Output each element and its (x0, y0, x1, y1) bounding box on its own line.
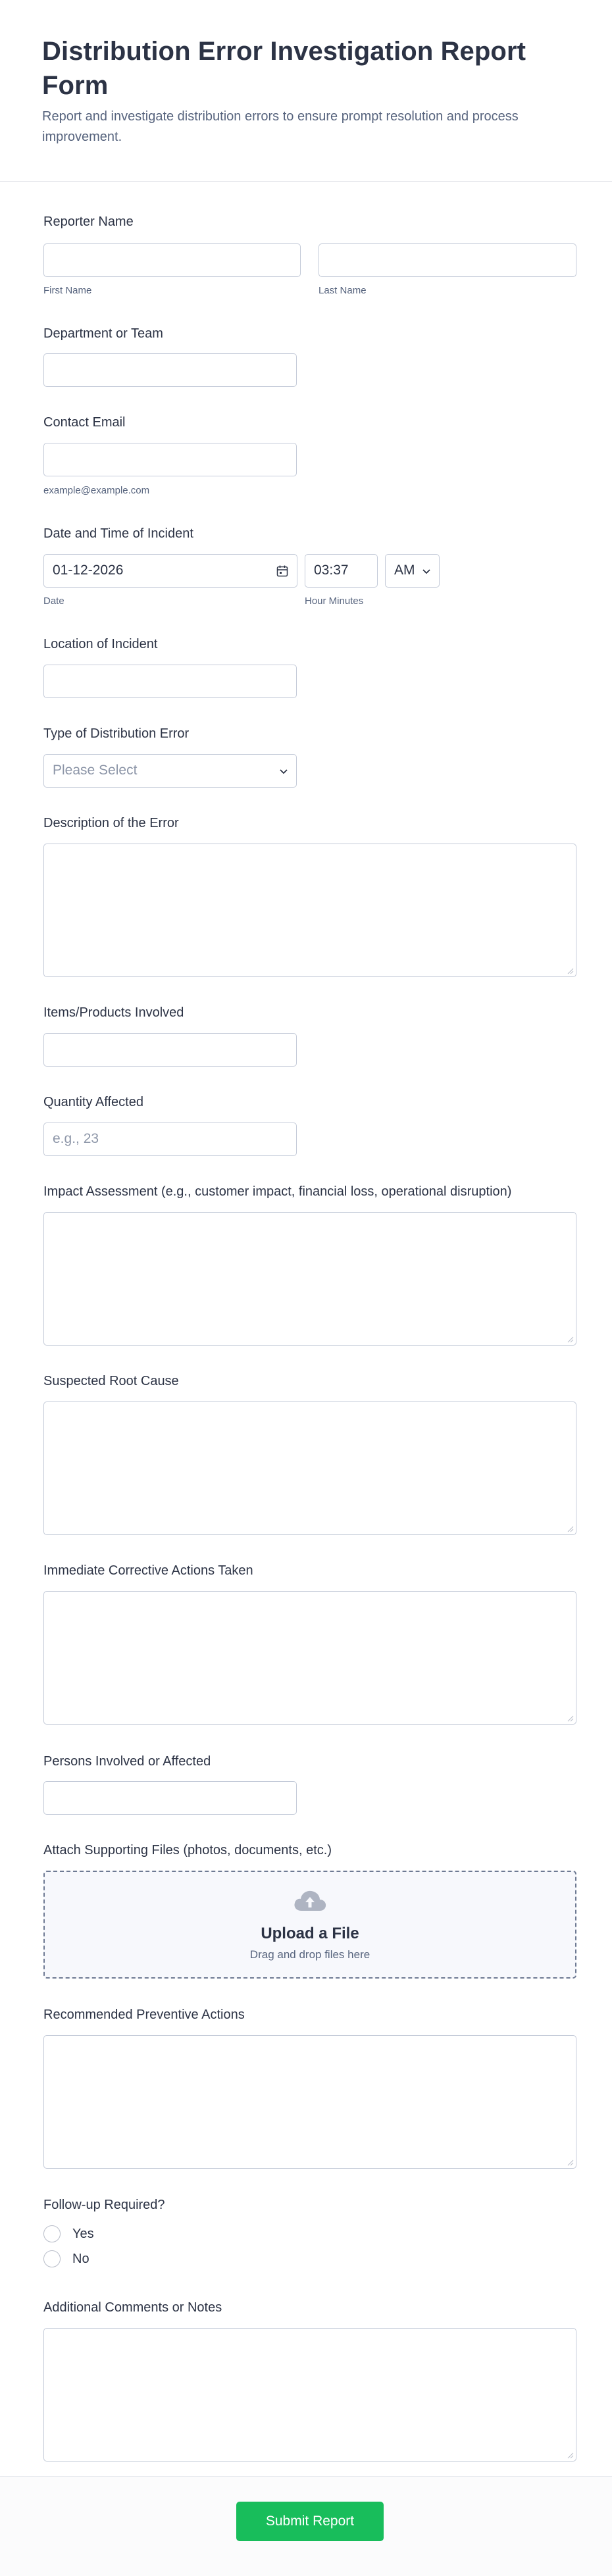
date-input[interactable]: 01-12-2026 (43, 554, 297, 588)
radio-button[interactable] (43, 2225, 61, 2242)
error-type-label: Type of Distribution Error (43, 726, 190, 741)
corrective-field (43, 1563, 576, 1727)
quantity-input[interactable] (43, 1123, 297, 1156)
last-name-sublabel: Last Name (319, 285, 367, 296)
contact-email-label: Contact Email (43, 415, 126, 430)
quantity-field (43, 1094, 576, 1160)
error-type-select[interactable] (43, 754, 297, 788)
radio-button[interactable] (43, 2250, 61, 2267)
comments-field (43, 2300, 576, 2464)
persons-field (43, 1754, 576, 1819)
description-textarea[interactable] (43, 844, 576, 977)
impact-textarea[interactable] (43, 1212, 576, 1346)
form-footer (0, 2476, 612, 2576)
incident-datetime-label: Date and Time of Incident (43, 526, 193, 541)
persons-input[interactable] (43, 1781, 297, 1815)
email-input[interactable] (43, 443, 297, 476)
date-sublabel: Date (43, 595, 64, 607)
location-field (43, 636, 576, 702)
last-name-input[interactable] (319, 243, 576, 277)
radio-label-no: No (72, 2251, 89, 2266)
items-input[interactable] (43, 1033, 297, 1067)
resize-grip-icon[interactable] (567, 968, 574, 974)
items-field (43, 1005, 576, 1071)
chevron-down-icon (279, 767, 288, 778)
first-name-input[interactable] (43, 243, 301, 277)
page-subtitle: Report and investigate distribution errors to ensure prompt resolution and process improvement. (42, 109, 519, 144)
submit-button[interactable]: Submit Report (236, 2502, 384, 2541)
resize-grip-icon[interactable] (567, 1526, 574, 1532)
radio-label-yes: Yes (72, 2226, 94, 2241)
location-label: Location of Incident (43, 637, 158, 651)
followup-label: Follow-up Required? (43, 2198, 165, 2212)
attachments-label: Attach Supporting Files (photos, documents, etc.) (43, 1843, 332, 1857)
time-sublabel: Hour Minutes (305, 595, 364, 607)
email-sublabel: example@example.com (43, 485, 150, 496)
ampm-select[interactable]: AM (385, 554, 440, 588)
items-label: Items/Products Involved (43, 1005, 184, 1020)
resize-grip-icon[interactable] (567, 1336, 574, 1343)
followup-option-yes[interactable] (43, 2225, 94, 2243)
cloud-upload-icon (293, 1889, 327, 1916)
preventive-label: Recommended Preventive Actions (43, 2008, 245, 2022)
root-cause-textarea[interactable] (43, 1402, 576, 1535)
description-label: Description of the Error (43, 816, 179, 830)
department-input[interactable] (43, 353, 297, 387)
quantity-label: Quantity Affected (43, 1095, 143, 1109)
upload-title: Upload a File (261, 1925, 359, 1942)
reporter-name-field (43, 214, 576, 299)
form-header (0, 0, 612, 182)
location-input[interactable] (43, 665, 297, 698)
description-field (43, 815, 576, 980)
error-type-placeholder: Please Select (53, 763, 138, 778)
file-upload-dropzone[interactable] (43, 1871, 576, 1979)
corrective-label: Immediate Corrective Actions Taken (43, 1563, 253, 1578)
quantity-placeholder: e.g., 23 (53, 1131, 99, 1146)
time-input[interactable]: 03:37 (305, 554, 378, 588)
followup-option-no[interactable] (43, 2250, 89, 2268)
root-cause-label: Suspected Root Cause (43, 1374, 179, 1388)
resize-grip-icon[interactable] (567, 2452, 574, 2459)
upload-subtitle: Drag and drop files here (249, 1948, 370, 1961)
persons-label: Persons Involved or Affected (43, 1754, 211, 1769)
attachments-field (43, 1842, 576, 1987)
department-label: Department or Team (43, 326, 163, 341)
incident-datetime-field (43, 526, 576, 611)
followup-field (43, 2197, 576, 2276)
department-field (43, 326, 576, 391)
chevron-down-icon (422, 567, 431, 578)
preventive-field (43, 2007, 576, 2171)
reporter-name-label: Reporter Name (43, 215, 134, 229)
root-cause-field (43, 1373, 576, 1538)
impact-label: Impact Assessment (e.g., customer impact, financial loss, operational disruption) (43, 1184, 512, 1199)
error-type-field (43, 726, 576, 792)
corrective-textarea[interactable] (43, 1591, 576, 1725)
resize-grip-icon[interactable] (567, 2159, 574, 2166)
resize-grip-icon[interactable] (567, 1715, 574, 1722)
first-name-sublabel: First Name (43, 285, 92, 296)
page-title: Distribution Error Investigation Report Form (42, 37, 526, 100)
calendar-icon[interactable] (276, 565, 289, 578)
comments-textarea[interactable] (43, 2328, 576, 2462)
comments-label: Additional Comments or Notes (43, 2300, 222, 2315)
impact-field (43, 1184, 576, 1348)
contact-email-field (43, 415, 576, 500)
preventive-textarea[interactable] (43, 2035, 576, 2169)
